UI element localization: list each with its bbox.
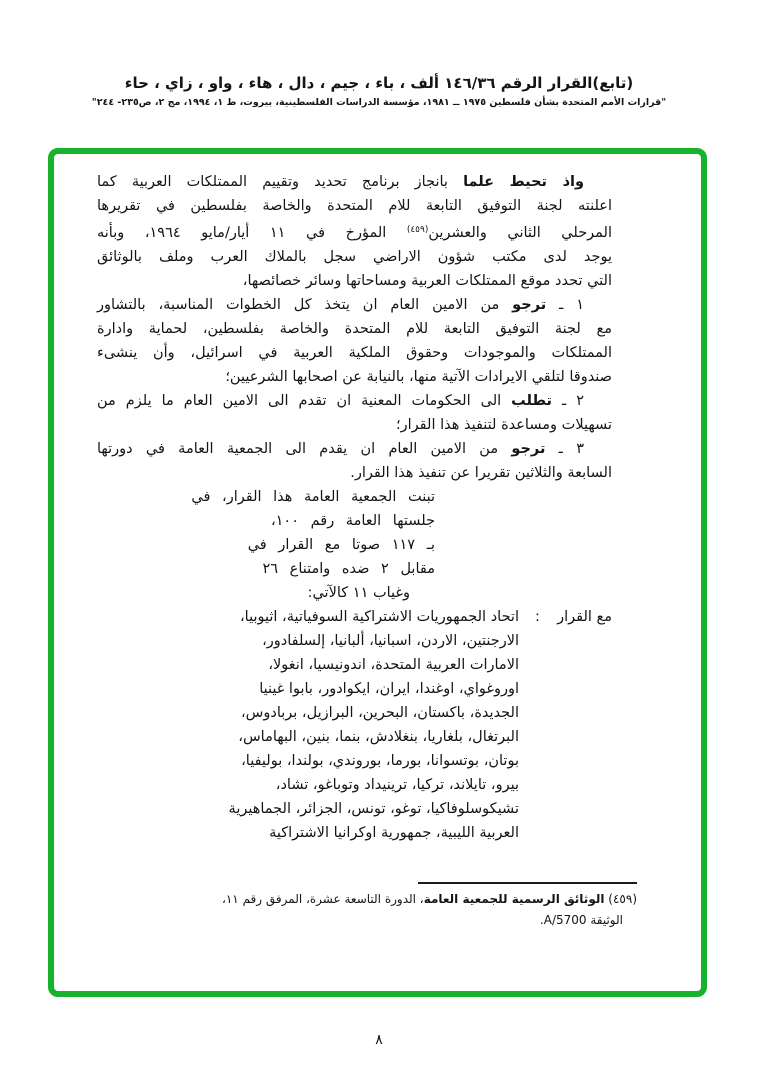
body-text-line xyxy=(97,341,612,365)
text-segment: من الامين العام ان يقدم الى الجمعية العامة في دورتها xyxy=(97,441,512,457)
vote-label-text: مع القرار xyxy=(557,609,612,625)
text-segment: صندوقا لتلقي الايرادات الآتية منها، بالنيابة عن اصحابها الشرعيين؛ xyxy=(225,369,612,385)
vote-countries-line: الامارات العربية المتحدة، اندونيسيا، انغولا، xyxy=(268,657,519,673)
text-segment: الوثائق الرسمية للجمعية العامة xyxy=(423,892,605,906)
text-segment: الى الحكومات المعنية ان تقدم الى الامين العام ما يلزم من xyxy=(97,393,512,409)
text-segment: المرحلي الثاني والعشرين xyxy=(428,225,612,241)
vote-countries-line: العربية الليبية، جمهورية اوكرانيا الاشتراكية xyxy=(269,825,519,841)
resolution-body xyxy=(97,170,612,485)
text-segment: ١ ـ xyxy=(546,297,584,313)
footnote-marker: (٤٥٩) xyxy=(406,225,429,235)
adoption-text-line: جلستها العامة رقم ١٠٠، xyxy=(270,513,435,529)
text-segment: ترجو xyxy=(511,441,546,457)
adoption-note xyxy=(97,485,435,605)
text-segment: ٣ ـ xyxy=(545,441,585,457)
text-segment: الممتلكات والموجودات وحقوق الملكية العربية في اسرائيل، وأن ينشىء xyxy=(97,345,612,361)
vote-countries-line: بيرو، تايلاند، تركيا، ترينيداد وتوباغو، تشاد، xyxy=(275,777,519,793)
adoption-text-line: تبنت الجمعية العامة هذا القرار، في xyxy=(191,489,435,505)
vote-countries-line: بوتان، بوتسوانا، بورما، بوروندي، بولندا، بوليفيا، xyxy=(241,753,519,769)
text-segment: المؤرخ في ١١ أيار/مايو ١٩٦٤، وبأنه xyxy=(97,225,407,241)
footnote-document-number: الوثيقة A/5700. xyxy=(539,913,623,927)
vote-countries-line: اتحاد الجمهوريات الاشتراكية السوفياتية، اثيوبيا، xyxy=(239,609,519,625)
page-number: ٨ xyxy=(375,1032,383,1048)
text-segment: ٢ ـ xyxy=(551,393,584,409)
text-segment: (٤٥٩) xyxy=(604,892,637,906)
text-segment: تسهيلات ومساعدة لتنفيذ هذا القرار؛ xyxy=(396,417,612,433)
vote-countries-line: البرتغال، بلغاريا، بنغلادش، بنما، بنين، البهاماس، xyxy=(238,729,519,745)
text-segment: واذ تحيط علما xyxy=(463,174,585,190)
body-text-line xyxy=(97,269,612,293)
body-text-line xyxy=(97,170,612,194)
body-text-line xyxy=(97,461,612,485)
vote-countries-line: اوروغواي، اوغندا، ايران، ايكوادور، بابوا غينيا xyxy=(259,681,519,697)
text-segment: مع لجنة التوفيق التابعة للام المتحدة والخاصة بفلسطين، لحماية وادارة xyxy=(97,321,612,337)
body-text-line xyxy=(97,437,612,461)
vote-label xyxy=(535,605,612,629)
green-frame xyxy=(48,148,707,997)
resolution-header-title: (تابع)القرار الرقم ١٤٦/٣٦ ألف ، باء ، جيم ، دال ، هاء ، واو ، زاي ، حاء xyxy=(124,74,634,92)
body-text-line xyxy=(97,413,612,437)
text-segment: يوجد لدى مكتب شؤون الاراضي سجل بالملاك العرب وملف بالوثائق xyxy=(97,249,612,265)
source-citation: "قرارات الأمم المتحدة بشأن فلسطين ١٩٧٥ ــ ١٩٨١، مؤسسة الدراسات الفلسطينية، بيروت، ط ١، ١٩٩٤، مج ٢، ص٢٣٥- ٢٤٤" xyxy=(91,97,667,108)
text-segment: ، الدورة التاسعة عشرة، المرفق رقم ١١، xyxy=(221,892,424,906)
text-segment: ترجو xyxy=(512,297,547,313)
footnote-divider xyxy=(418,882,637,884)
footnote xyxy=(122,882,637,931)
text-segment: التي تحدد موقع الممتلكات العربية ومساحاتها وسائر خصائصها، xyxy=(242,273,612,289)
vote-countries-line: الارجنتين، الاردن، اسبانيا، ألبانيا، إلسلفادور، xyxy=(262,633,519,649)
vote-record xyxy=(97,605,612,845)
frame-content xyxy=(54,154,701,931)
body-text-line xyxy=(97,293,612,317)
body-text-line xyxy=(97,218,612,245)
adoption-text-line: وغياب ١١ كالآتي: xyxy=(307,585,410,601)
text-segment: السابعة والثلاثين تقريرا عن تنفيذ هذا القرار. xyxy=(350,465,612,481)
body-text-line xyxy=(97,317,612,341)
vote-label-colon: : xyxy=(535,609,540,625)
body-text-line xyxy=(97,365,612,389)
vote-countries-line: الجديدة، باكستان، البحرين، البرازيل، بربادوس، xyxy=(240,705,519,721)
page-header xyxy=(0,74,758,108)
body-text-line xyxy=(97,245,612,269)
text-segment: من الامين العام ان يتخذ كل الخطوات المناسبة، بالتشاور xyxy=(97,297,513,313)
footnote-reference xyxy=(122,889,637,910)
text-segment: اعلنته لجنة التوفيق التابعة للام المتحدة والخاصة بفلسطين في تقريرها xyxy=(97,198,612,214)
body-text-line xyxy=(97,389,612,413)
adoption-text-line: مقابل ٢ ضده وامتناع ٢٦ xyxy=(262,561,435,577)
vote-countries-line: تشيكوسلوفاكيا، توغو، تونس، الجزائر، الجماهيرية xyxy=(228,801,519,817)
adoption-text-line: بـ ١١٧ صوتا مع القرار في xyxy=(247,537,435,553)
text-segment: بانجاز برنامج تحديد وتقييم الممتلكات العربية كما xyxy=(97,174,464,190)
text-segment: تطلب xyxy=(511,393,552,409)
vote-countries-list xyxy=(97,605,519,845)
body-text-line xyxy=(97,194,612,218)
